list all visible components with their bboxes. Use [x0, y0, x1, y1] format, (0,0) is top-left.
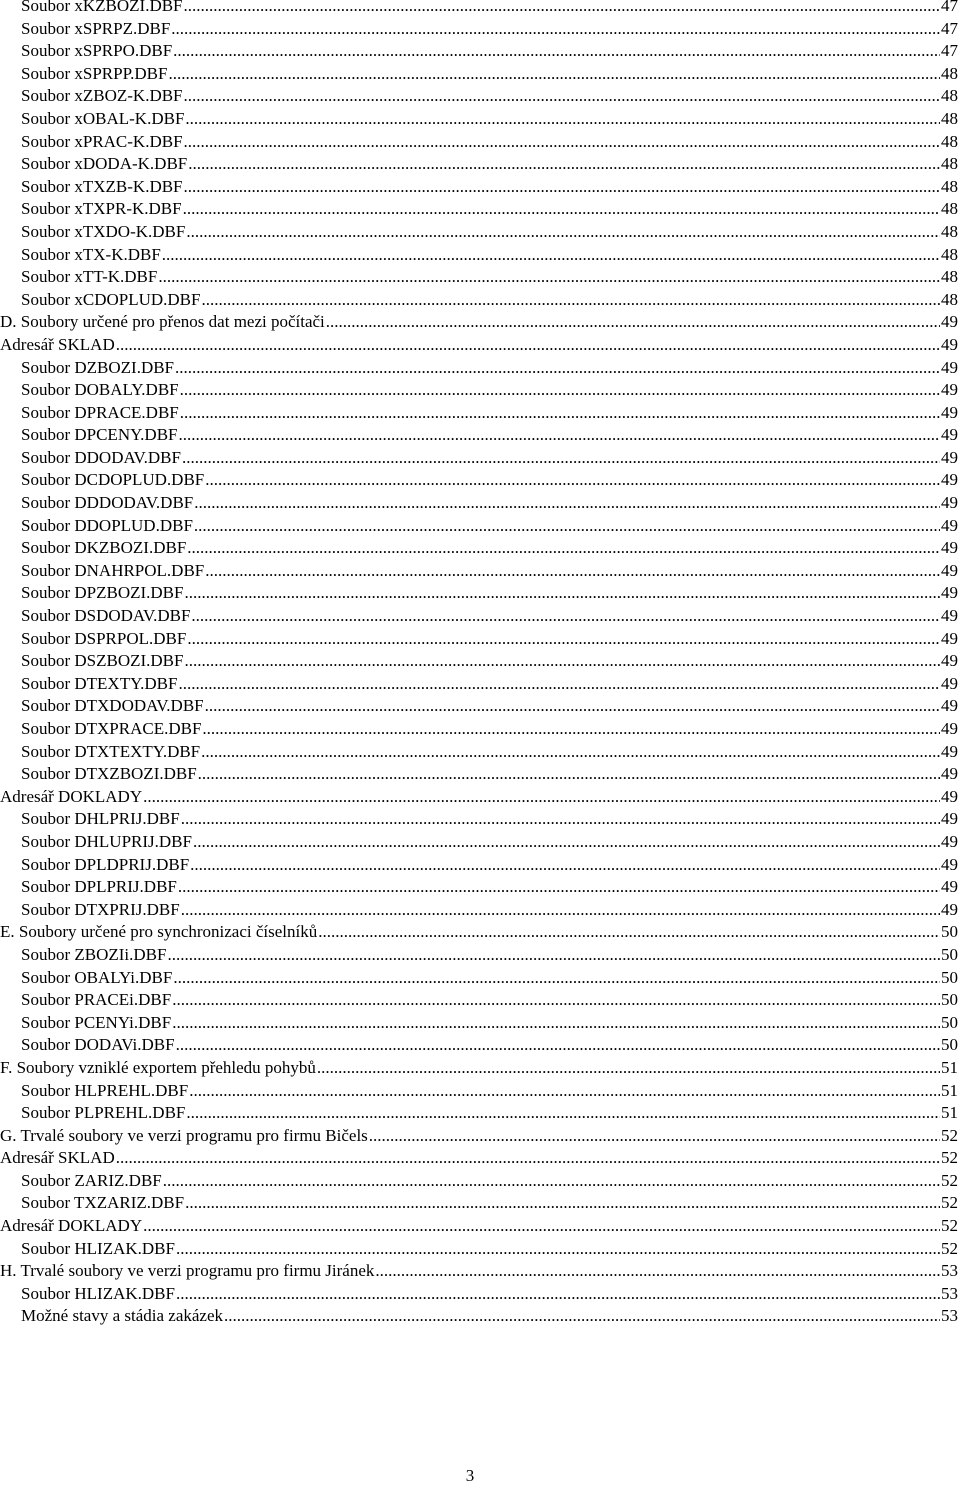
- toc-entry-title: Soubor xDODA-K.DBF: [21, 154, 188, 174]
- toc-entry-page: 52: [941, 1193, 958, 1213]
- toc-entry-page: 47: [941, 41, 958, 61]
- toc-entry-page: 49: [941, 447, 958, 467]
- toc-entry-title: Soubor DHLPRIJ.DBF: [21, 809, 180, 829]
- toc-entry[interactable]: [0, 1260, 958, 1283]
- toc-entry-title: Soubor DPZBOZI.DBF: [21, 583, 184, 603]
- toc-entry-page: 53: [941, 1283, 958, 1303]
- toc-entry-page: 49: [941, 899, 958, 919]
- dot-leader: [186, 1102, 940, 1125]
- toc-entry[interactable]: [0, 40, 958, 63]
- dot-leader: [202, 718, 940, 741]
- toc-entry-title: Soubor ZARIZ.DBF: [21, 1170, 162, 1190]
- dot-leader: [162, 244, 940, 267]
- dot-leader: [317, 1057, 940, 1080]
- toc-entry-page: 47: [941, 0, 958, 15]
- toc-entry-page: 48: [941, 221, 958, 241]
- toc-entry-title: Soubor xTX-K.DBF: [21, 244, 161, 264]
- dot-leader: [173, 40, 940, 63]
- toc-entry-page: 49: [941, 606, 958, 626]
- dot-leader: [173, 967, 940, 990]
- toc-entry-page: 48: [941, 199, 958, 219]
- toc-entry-title: Soubor DDOPLUD.DBF: [21, 515, 193, 535]
- dot-leader: [185, 108, 940, 131]
- toc-entry[interactable]: [0, 763, 958, 786]
- toc-entry-title: Soubor DZBOZI.DBF: [21, 357, 175, 377]
- toc-entry-title: Soubor xZBOZ-K.DBF: [21, 86, 183, 106]
- dot-leader: [187, 628, 940, 651]
- toc-entry-page: 49: [941, 628, 958, 648]
- toc-entry-page: 53: [941, 1261, 958, 1281]
- toc-entry-page: 49: [941, 741, 958, 761]
- toc-entry-page: 48: [941, 131, 958, 151]
- toc-entry-page: 53: [941, 1306, 958, 1326]
- toc-entry-page: 49: [941, 380, 958, 400]
- toc-entry-title: Soubor xSPRPO.DBF: [21, 41, 173, 61]
- dot-leader: [184, 85, 940, 108]
- toc-entry[interactable]: [0, 221, 958, 244]
- toc-entry[interactable]: [0, 357, 958, 380]
- dot-leader: [184, 0, 940, 18]
- toc-entry-page: 52: [941, 1216, 958, 1236]
- toc-entry[interactable]: [0, 176, 958, 199]
- toc-entry-title: Soubor DPCENY.DBF: [21, 425, 178, 445]
- dot-leader: [168, 63, 940, 86]
- toc-entry-page: 49: [941, 831, 958, 851]
- toc-entry-title: Soubor HLIZAK.DBF: [21, 1238, 175, 1258]
- toc-entry-title: Soubor DPLDPRIJ.DBF: [21, 854, 190, 874]
- toc-entry[interactable]: [0, 1034, 958, 1057]
- toc-entry[interactable]: [0, 424, 958, 447]
- toc-entry-page: 49: [941, 334, 958, 354]
- toc-entry[interactable]: [0, 1125, 958, 1148]
- toc-entry-page: 50: [941, 944, 958, 964]
- toc-entry-title: Soubor HLIZAK.DBF: [21, 1283, 175, 1303]
- toc-entry-title: Soubor PRACEi.DBF: [21, 990, 172, 1010]
- toc-entry-title: Soubor xSPRPP.DBF: [21, 63, 168, 83]
- toc-entry-page: 49: [941, 583, 958, 603]
- toc-entry-title: Soubor DDDODAV.DBF: [21, 493, 194, 513]
- toc-entry-title: Soubor DCDOPLUD.DBF: [21, 470, 205, 490]
- toc-entry-title: Soubor DTXZBOZI.DBF: [21, 764, 197, 784]
- toc-entry-title: Soubor xTT-K.DBF: [21, 267, 158, 287]
- dot-leader: [176, 1238, 940, 1261]
- dot-leader: [189, 1080, 940, 1103]
- toc-entry-page: 49: [941, 425, 958, 445]
- toc-entry-page: 52: [941, 1170, 958, 1190]
- toc-entry-title: Soubor DOBALY.DBF: [21, 380, 179, 400]
- toc-entry[interactable]: [0, 1080, 958, 1103]
- toc-entry-page: 48: [941, 154, 958, 174]
- toc-entry[interactable]: [0, 808, 958, 831]
- toc-entry[interactable]: [0, 289, 958, 312]
- toc-entry-page: 49: [941, 719, 958, 738]
- dot-leader: [183, 198, 940, 221]
- dot-leader: [180, 402, 940, 425]
- toc-entry[interactable]: [0, 786, 958, 809]
- toc-entry[interactable]: [0, 899, 958, 922]
- dot-leader: [182, 447, 940, 470]
- toc-entry[interactable]: [0, 515, 958, 538]
- page-number: 3: [465, 1466, 475, 1485]
- toc-entry-page: 48: [941, 267, 958, 287]
- dot-leader: [193, 831, 940, 854]
- toc-entry[interactable]: [0, 989, 958, 1012]
- toc-entry[interactable]: [0, 85, 958, 108]
- toc-entry-title: Adresář DOKLADY: [0, 786, 143, 806]
- toc-entry-page: 48: [941, 108, 958, 128]
- toc-entry-page: 49: [941, 538, 958, 558]
- dot-leader: [201, 741, 940, 764]
- toc-entry-page: 48: [941, 176, 958, 196]
- dot-leader: [194, 492, 940, 515]
- toc-entry[interactable]: [0, 967, 958, 990]
- toc-entry[interactable]: [0, 1170, 958, 1193]
- toc-entry-page: 49: [941, 493, 958, 513]
- toc-entry-title: Soubor DSDODAV.DBF: [21, 606, 191, 626]
- dot-leader: [176, 1283, 940, 1306]
- toc-entry[interactable]: [0, 469, 958, 492]
- toc-entry-page: 49: [941, 786, 958, 806]
- toc-entry-title: Soubor DPLPRIJ.DBF: [21, 877, 177, 897]
- toc-entry-title: Soubor DODAVi.DBF: [21, 1035, 175, 1055]
- toc-entry-title: Adresář SKLAD: [0, 334, 115, 354]
- dot-leader: [179, 424, 940, 447]
- toc-entry[interactable]: [0, 379, 958, 402]
- toc-entry-page: 52: [941, 1125, 958, 1145]
- toc-entry[interactable]: [0, 1102, 958, 1125]
- toc-entry-title: E. Soubory určené pro synchronizaci číselníků: [0, 922, 318, 942]
- toc-entry-page: 49: [941, 673, 958, 693]
- toc-entry[interactable]: [0, 605, 958, 628]
- toc-entry-title: Soubor DSPRPOL.DBF: [21, 628, 187, 648]
- toc-entry-title: Soubor xSPRPZ.DBF: [21, 18, 171, 38]
- toc-entry[interactable]: [0, 18, 958, 41]
- toc-entry-page: 50: [941, 1012, 958, 1032]
- toc-entry[interactable]: [0, 876, 958, 899]
- toc-entry[interactable]: [0, 921, 958, 944]
- toc-entry-page: 50: [941, 1035, 958, 1055]
- toc-entry[interactable]: [0, 492, 958, 515]
- toc-entry-page: 49: [941, 809, 958, 829]
- dot-leader: [178, 673, 940, 696]
- toc-entry[interactable]: [0, 63, 958, 86]
- toc-entry-title: Soubor OBALYi.DBF: [21, 967, 173, 987]
- toc-entry-title: Soubor DTXDODAV.DBF: [21, 696, 204, 716]
- dot-leader: [181, 808, 940, 831]
- dot-leader: [158, 266, 940, 289]
- dot-leader: [187, 537, 940, 560]
- dot-leader: [116, 1147, 940, 1170]
- toc-entry-title: Soubor xTXPR-K.DBF: [21, 199, 182, 219]
- toc-entry-title: Možné stavy a stádia zakázek: [21, 1306, 224, 1326]
- dot-leader: [369, 1125, 940, 1148]
- toc-entry[interactable]: [0, 831, 958, 854]
- toc-entry-title: D. Soubory určené pro přenos dat mezi počítači: [0, 312, 325, 332]
- toc-entry-title: Soubor ZBOZIi.DBF: [21, 944, 167, 964]
- dot-leader: [191, 605, 940, 628]
- dot-leader: [167, 944, 940, 967]
- toc-entry[interactable]: [0, 741, 958, 764]
- dot-leader: [184, 176, 940, 199]
- toc-entry-title: Soubor DTXPRACE.DBF: [21, 719, 202, 738]
- toc-entry[interactable]: [0, 1238, 958, 1261]
- dot-leader: [318, 921, 940, 944]
- dot-leader: [205, 560, 940, 583]
- dot-leader: [205, 695, 940, 718]
- toc-entry-page: 49: [941, 877, 958, 897]
- dot-leader: [184, 650, 940, 673]
- dot-leader: [178, 876, 940, 899]
- dot-leader: [180, 379, 940, 402]
- toc-entry[interactable]: [0, 1215, 958, 1238]
- dot-leader: [176, 1034, 940, 1057]
- toc-entry-page: 49: [941, 560, 958, 580]
- toc-entry-page: 49: [941, 854, 958, 874]
- toc-entry-title: Soubor DHLUPRIJ.DBF: [21, 831, 192, 851]
- dot-leader: [205, 469, 940, 492]
- dot-leader: [194, 515, 940, 538]
- toc-entry[interactable]: [0, 1012, 958, 1035]
- toc-entry-page: 51: [941, 1103, 958, 1123]
- toc-entry[interactable]: [0, 673, 958, 696]
- toc-entry[interactable]: [0, 153, 958, 176]
- toc-entry-title: Soubor xTXZB-K.DBF: [21, 176, 183, 196]
- toc-entry-title: Adresář DOKLADY: [0, 1216, 143, 1236]
- toc-entry[interactable]: [0, 402, 958, 425]
- toc-entry-page: 48: [941, 244, 958, 264]
- toc-entry-page: 50: [941, 967, 958, 987]
- toc-entry-title: Soubor DTXTEXTY.DBF: [21, 741, 201, 761]
- toc-entry-title: Soubor xTXDO-K.DBF: [21, 221, 186, 241]
- dot-leader: [184, 582, 940, 605]
- toc-entry-title: Soubor HLPREHL.DBF: [21, 1080, 189, 1100]
- toc-entry-page: 49: [941, 651, 958, 671]
- toc-entry-title: Soubor xKZBOZI.DBF: [21, 0, 183, 15]
- toc-entry[interactable]: [0, 650, 958, 673]
- toc-entry-page: 50: [941, 922, 958, 942]
- dot-leader: [143, 1215, 940, 1238]
- dot-leader: [163, 1170, 940, 1193]
- dot-leader: [326, 311, 940, 334]
- dot-leader: [116, 334, 940, 357]
- toc-entry-title: Soubor DPRACE.DBF: [21, 402, 179, 422]
- toc-entry[interactable]: [0, 1283, 958, 1306]
- toc-entry[interactable]: [0, 695, 958, 718]
- dot-leader: [184, 131, 940, 154]
- toc-entry-page: 49: [941, 470, 958, 490]
- toc-entry-title: F. Soubory vzniklé exportem přehledu pohybů: [0, 1057, 316, 1077]
- toc-entry-title: Soubor DSZBOZI.DBF: [21, 651, 184, 671]
- toc-entry[interactable]: [0, 1192, 958, 1215]
- toc-entry-title: Soubor xOBAL-K.DBF: [21, 108, 185, 128]
- toc-entry-title: G. Trvalé soubory ve verzi programu pro firmu Bičels: [0, 1125, 368, 1145]
- toc-entry[interactable]: [0, 628, 958, 651]
- toc-entry[interactable]: [0, 244, 958, 267]
- toc-entry[interactable]: [0, 537, 958, 560]
- dot-leader: [143, 786, 940, 809]
- toc-entry-page: 51: [941, 1080, 958, 1100]
- toc-entry[interactable]: [0, 0, 958, 18]
- toc-entry-page: 48: [941, 86, 958, 106]
- toc-entry-page: 48: [941, 289, 958, 309]
- toc-entry-title: Soubor TXZARIZ.DBF: [21, 1193, 185, 1213]
- toc-entry[interactable]: [0, 131, 958, 154]
- toc-entry[interactable]: [0, 1305, 958, 1328]
- toc-entry-page: 49: [941, 515, 958, 535]
- dot-leader: [171, 18, 940, 41]
- dot-leader: [172, 989, 940, 1012]
- toc-entry-page: 50: [941, 990, 958, 1010]
- dot-leader: [186, 221, 940, 244]
- toc-entry-title: Soubor DTXPRIJ.DBF: [21, 899, 180, 919]
- toc-entry[interactable]: [0, 311, 958, 334]
- toc-entry[interactable]: [0, 854, 958, 877]
- toc-entry-title: Soubor PCENYi.DBF: [21, 1012, 172, 1032]
- toc-entry[interactable]: [0, 1057, 958, 1080]
- toc-entry[interactable]: [0, 447, 958, 470]
- toc-entry-title: Soubor PLPREHL.DBF: [21, 1103, 186, 1123]
- toc-entry-page: 47: [941, 18, 958, 38]
- toc-entry-page: 49: [941, 357, 958, 377]
- toc-entry-page: 49: [941, 402, 958, 422]
- toc-entry-page: 49: [941, 312, 958, 332]
- toc-entry[interactable]: [0, 198, 958, 221]
- toc-entry-title: Soubor xPRAC-K.DBF: [21, 131, 183, 151]
- toc-entry-title: Soubor DKZBOZI.DBF: [21, 538, 187, 558]
- toc-entry-page: 52: [941, 1238, 958, 1258]
- dot-leader: [172, 1012, 940, 1035]
- toc-entry[interactable]: [0, 718, 958, 741]
- dot-leader: [181, 899, 940, 922]
- dot-leader: [188, 153, 940, 176]
- toc-entry-title: Soubor DTEXTY.DBF: [21, 673, 178, 693]
- toc-entry[interactable]: [0, 108, 958, 131]
- toc-entry-page: 52: [941, 1148, 958, 1168]
- toc-entry-page: 49: [941, 764, 958, 784]
- dot-leader: [224, 1305, 940, 1328]
- toc-entry-title: H. Trvalé soubory ve verzi programu pro firmu Jiránek: [0, 1261, 375, 1281]
- dot-leader: [185, 1192, 940, 1215]
- toc-entry[interactable]: [0, 560, 958, 583]
- toc-entry[interactable]: [0, 1147, 958, 1170]
- toc-entry-page: 51: [941, 1057, 958, 1077]
- toc-entry-title: Soubor xCDOPLUD.DBF: [21, 289, 201, 309]
- toc-entry[interactable]: [0, 334, 958, 357]
- dot-leader: [190, 854, 940, 877]
- toc-entry-title: Soubor DNAHRPOL.DBF: [21, 560, 205, 580]
- dot-leader: [201, 289, 940, 312]
- dot-leader: [175, 357, 940, 380]
- toc-entry[interactable]: [0, 944, 958, 967]
- toc-entry-page: 49: [941, 696, 958, 716]
- toc-entry-page: 48: [941, 63, 958, 83]
- toc-entry-title: Adresář SKLAD: [0, 1148, 115, 1168]
- dot-leader: [375, 1260, 940, 1283]
- toc-entry[interactable]: [0, 266, 958, 289]
- toc-entry-title: Soubor DDODAV.DBF: [21, 447, 181, 467]
- toc-entry[interactable]: [0, 582, 958, 605]
- dot-leader: [198, 763, 940, 786]
